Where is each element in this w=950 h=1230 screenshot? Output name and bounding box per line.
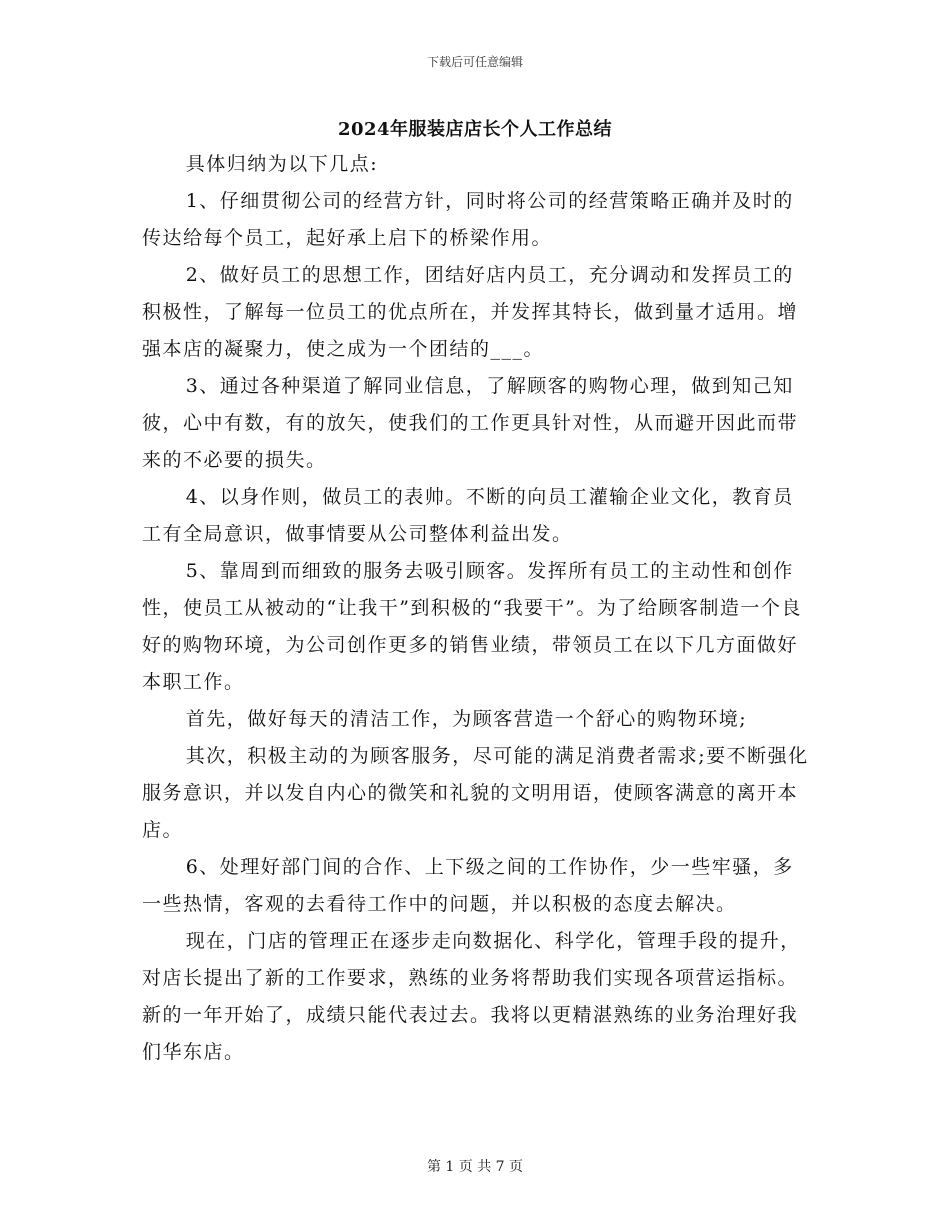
page-header-note: 下载后可任意编辑: [426, 55, 523, 69]
paragraph-point-6: 6、处理好部门间的合作、上下级之间的工作协作，少一些牢骚，多一些热情，客观的去看待工作中的问题，并以积极的态度去解决。: [142, 856, 794, 915]
paragraph-point-5: 5、靠周到而细致的服务去吸引顾客。发挥所有员工的主动性和创作性，使员工从被动的“让我干”到积极的“我要干”。为了给顾客制造一个良好的购物环境，为公司创作更多的销售业绩，带领员工在以下几方面做好本职工作。: [142, 560, 802, 693]
page-number: 第 1 页 共 7 页: [426, 1159, 524, 1175]
paragraph-point-1: 1、仔细贯彻公司的经营方针，同时将公司的经营策略正确并及时的传达给每个员工，起好承上启下的桥梁作用。: [142, 190, 794, 249]
paragraph-point-4: 4、以身作则，做员工的表帅。不断的向员工灌输企业文化，教育员工有全局意识，做事情要从公司整体利益出发。: [142, 486, 794, 545]
document-title: 2024年服装店店长个人工作总结: [337, 119, 613, 140]
paragraph-second: 其次，积极主动的为顾客服务，尽可能的满足消费者需求;要不断强化服务意识，并以发自内心的微笑和礼貌的文明用语，使顾客满意的离开本店。: [142, 745, 809, 841]
paragraph-first: 首先，做好每天的清洁工作，为顾客营造一个舒心的购物环境;: [185, 708, 748, 730]
paragraph-intro: 具体归纳为以下几点:: [185, 153, 379, 175]
paragraph-conclusion: 现在，门店的管理正在逐步走向数据化、科学化，管理手段的提升，对店长提出了新的工作要求，熟练的业务将帮助我们实现各项营运指标。新的一年开始了，成绩只能代表过去。我将以更精湛熟练的业务治理好我们华东店。: [142, 930, 801, 1063]
paragraph-point-3: 3、通过各种渠道了解同业信息，了解顾客的购物心理，做到知己知彼，心中有数，有的放矢，使我们的工作更具针对性，从而避开因此而带来的不必要的损失。: [142, 375, 799, 471]
paragraph-point-2: 2、做好员工的思想工作，团结好店内员工，充分调动和发挥员工的积极性，了解每一位员工的优点所在，并发挥其特长，做到量才适用。增强本店的凝聚力，使之成为一个团结的___。: [142, 264, 799, 360]
document-body: [142, 146, 810, 1071]
